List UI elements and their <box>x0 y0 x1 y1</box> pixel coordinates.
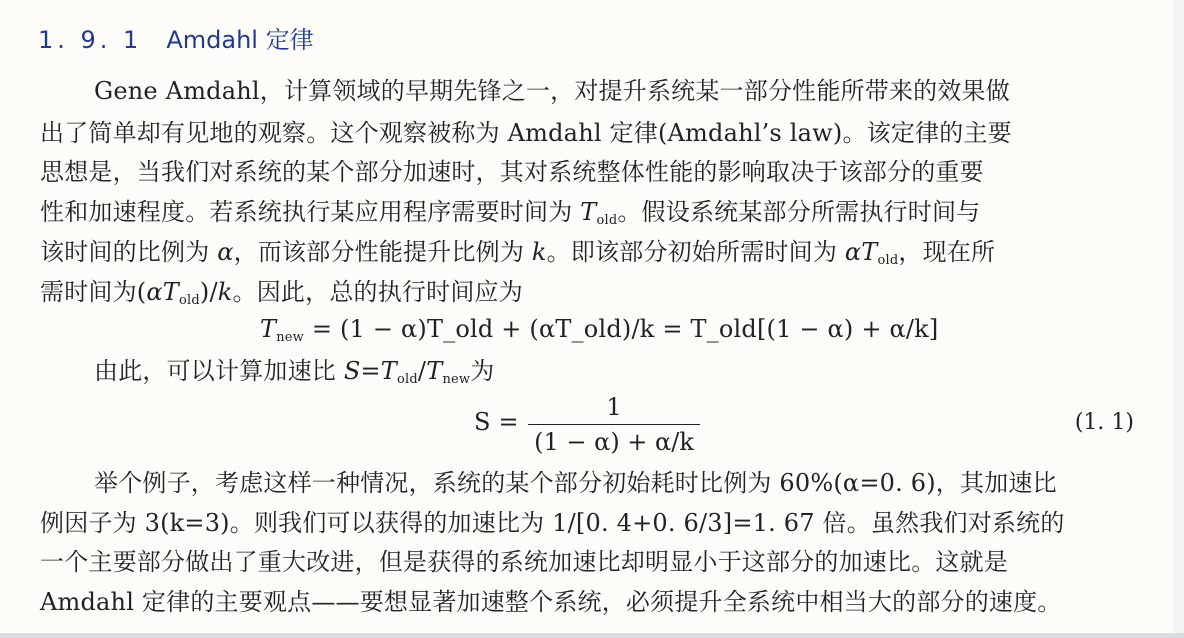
paragraph3-line4: Amdahl 定律的主要观点——要想显著加速整个系统，必须提升全系统中相当大的部分的速度。 <box>40 588 1062 616</box>
section-title: Amdahl 定律 <box>166 26 314 54</box>
fraction-numerator: 1 <box>606 393 622 421</box>
section-number: 1. 9. 1 <box>38 26 143 54</box>
equation-t-new: $T_{new} = (1$ − α)T_old + (αT_old)/k = T_old[(1 − α) + α/k] <box>260 315 939 345</box>
paragraph3-line3: 一个主要部分做出了重大改进，但是获得的系统加速比却明显小于这部分的加速比。这就是 <box>40 548 1008 576</box>
equation-label: (1. 1) <box>1074 410 1134 435</box>
paragraph1-line1: Gene Amdahl，计算领域的早期先锋之一，对提升系统某一部分性能所带来的效果做 <box>94 77 1010 105</box>
equation-s-lhs: S = <box>474 408 519 436</box>
equation-s-fraction <box>528 392 700 457</box>
fraction-denominator: (1 − α) + α/k <box>534 428 694 456</box>
paragraph1-line4: 性和加速程度。若系统执行某应用程序需要时间为 $T_{old}$。假设系统某部分所需执行时间与 <box>40 198 981 228</box>
paragraph1-line6: 需时间为$(\alpha T_{old})/k$。因此，总的执行时间应为 <box>40 278 523 308</box>
page-edge <box>1174 0 1184 638</box>
paragraph1-line5: 该时间的比例为 α，而该部分性能提升比例为 k。即该部分初始所需时间为 $\alpha T_{old}$，现在所 <box>40 238 996 268</box>
section-heading <box>38 20 314 55</box>
bottom-rule <box>0 633 1184 638</box>
paragraph1-line2: 出了简单却有见地的观察。这个观察被称为 Amdahl 定律(Amdahl’s law)。该定律的主要 <box>40 119 1012 147</box>
paragraph3-line2: 例因子为 3(k=3)。则我们可以获得的加速比为 1/[0. 4+0. 6/3]=1. 67 倍。虽然我们对系统的 <box>40 509 1065 537</box>
fraction-bar <box>528 424 700 425</box>
paragraph1-line3: 思想是，当我们对系统的某个部分加速时，其对系统整体性能的影响取决于该部分的重要 <box>40 158 984 186</box>
paragraph2: 由此，可以计算加速比 $S=T_{old}/T_{new}$为 <box>94 357 495 387</box>
paragraph3-line1: 举个例子，考虑这样一种情况，系统的某个部分初始耗时比例为 60%(α=0. 6)，其加速比 <box>94 469 1057 497</box>
